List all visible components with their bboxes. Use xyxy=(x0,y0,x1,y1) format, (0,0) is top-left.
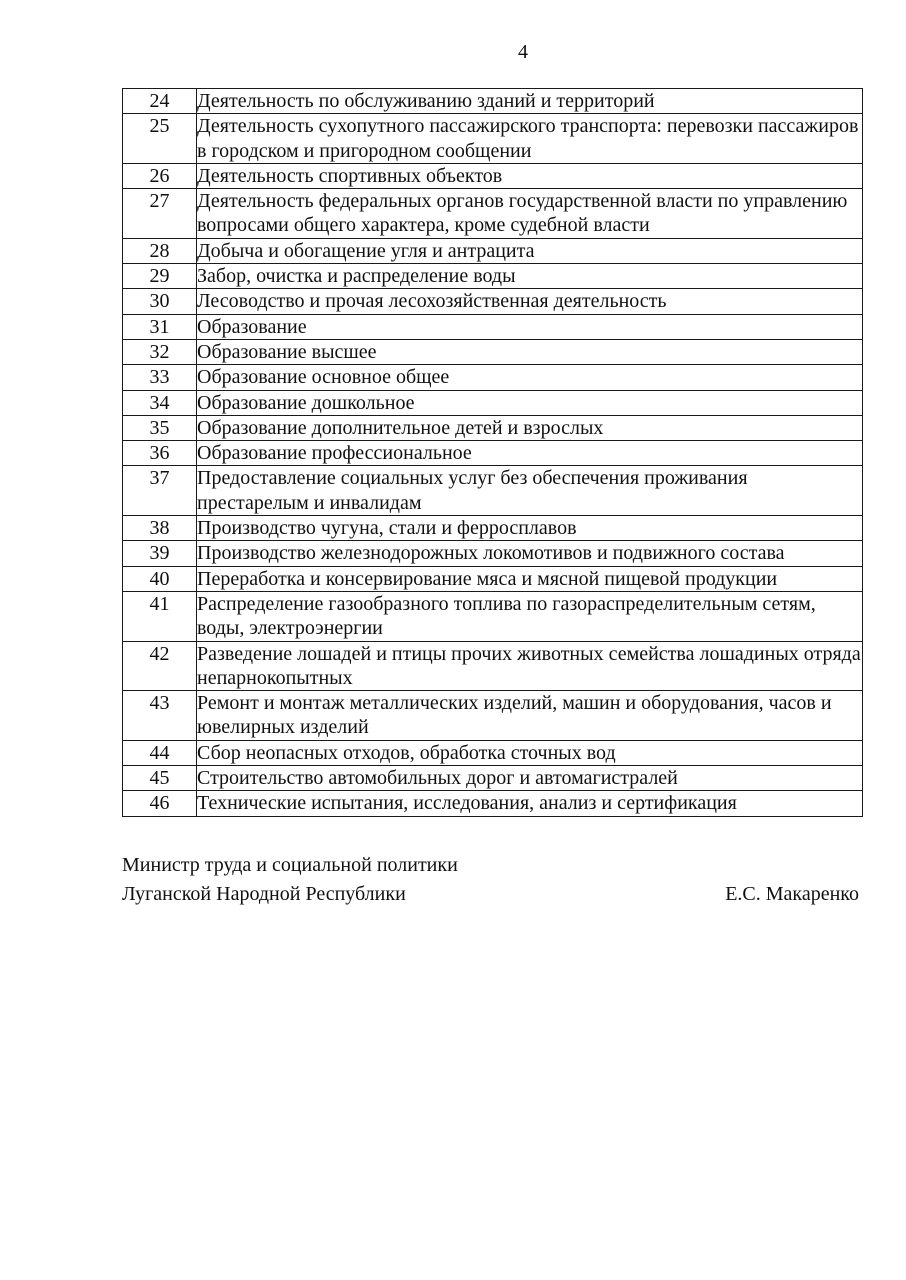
row-text-cell: Производство железнодорожных локомотивов и подвижного состава xyxy=(197,541,863,566)
row-number-cell: 31 xyxy=(123,314,197,339)
activities-table xyxy=(122,88,863,817)
row-text-cell: Образование профессиональное xyxy=(197,441,863,466)
row-number-cell: 37 xyxy=(123,466,197,516)
page-number: 4 xyxy=(518,41,528,63)
row-number-cell: 29 xyxy=(123,264,197,289)
row-number-cell: 35 xyxy=(123,415,197,440)
row-text-cell: Сбор неопасных отходов, обработка сточных вод xyxy=(197,740,863,765)
row-text-cell: Лесоводство и прочая лесохозяйственная деятельность xyxy=(197,289,863,314)
table-row xyxy=(123,390,863,415)
row-text-cell: Деятельность спортивных объектов xyxy=(197,163,863,188)
signature-title-line1: Министр труда и социальной политики xyxy=(122,854,458,876)
table-row xyxy=(123,163,863,188)
row-number-cell: 38 xyxy=(123,516,197,541)
table-row xyxy=(123,691,863,741)
row-text-cell: Деятельность сухопутного пассажирского транспорта: перевозки пассажиров в городском и пригородном сообщении xyxy=(197,114,863,164)
table-row xyxy=(123,114,863,164)
table-row xyxy=(123,766,863,791)
row-text-cell: Образование дошкольное xyxy=(197,390,863,415)
table-row xyxy=(123,516,863,541)
table-row xyxy=(123,441,863,466)
row-text-cell: Образование xyxy=(197,314,863,339)
row-number-cell: 43 xyxy=(123,691,197,741)
table-row xyxy=(123,415,863,440)
row-number-cell: 39 xyxy=(123,541,197,566)
row-number-cell: 36 xyxy=(123,441,197,466)
table-row xyxy=(123,466,863,516)
row-text-cell: Производство чугуна, стали и ферросплавов xyxy=(197,516,863,541)
row-text-cell: Разведение лошадей и птицы прочих животных семейства лошадиных отряда непарнокопытных xyxy=(197,642,861,689)
row-number-cell: 26 xyxy=(123,163,197,188)
row-number-cell: 45 xyxy=(123,766,197,791)
row-number-cell: 44 xyxy=(123,740,197,765)
table-row xyxy=(123,791,863,816)
row-text-cell: Деятельность по обслуживанию зданий и территорий xyxy=(197,89,863,114)
signature-name: Е.С. Макаренко xyxy=(725,883,859,905)
row-number-cell: 33 xyxy=(123,365,197,390)
row-text-cell: Распределение газообразного топлива по газораспределительным сетям, воды, электроэнергии xyxy=(197,591,863,641)
table-row xyxy=(123,238,863,263)
row-number-cell: 34 xyxy=(123,390,197,415)
row-text-cell: Образование основное общее xyxy=(197,365,863,390)
table-row xyxy=(123,365,863,390)
row-text-cell: Образование высшее xyxy=(197,339,863,364)
signature-title-line2: Луганской Народной Республики xyxy=(122,883,406,905)
row-text-cell: Образование дополнительное детей и взрослых xyxy=(197,415,863,440)
table-row xyxy=(123,314,863,339)
row-number-cell: 25 xyxy=(123,114,197,164)
row-number-cell: 30 xyxy=(123,289,197,314)
row-number-cell: 28 xyxy=(123,238,197,263)
row-text-cell: Технические испытания, исследования, анализ и сертификация xyxy=(197,791,863,816)
row-text-cell: Предоставление социальных услуг без обеспечения проживания престарелым и инвалидам xyxy=(197,466,863,516)
row-text-cell: Переработка и консервирование мяса и мясной пищевой продукции xyxy=(197,566,863,591)
table-row xyxy=(123,641,863,691)
table-row xyxy=(123,591,863,641)
row-text-cell: Строительство автомобильных дорог и автомагистралей xyxy=(197,766,863,791)
signature-line2 xyxy=(122,880,859,909)
row-number-cell: 46 xyxy=(123,791,197,816)
row-text-cell: Забор, очистка и распределение воды xyxy=(197,264,863,289)
row-number-cell: 27 xyxy=(123,189,197,239)
row-number-cell: 42 xyxy=(123,641,197,691)
row-number-cell: 24 xyxy=(123,89,197,114)
row-text-cell: Ремонт и монтаж металлических изделий, машин и оборудования, часов и ювелирных изделий xyxy=(197,691,863,741)
table-row xyxy=(123,289,863,314)
table-row xyxy=(123,189,863,239)
row-number-cell: 41 xyxy=(123,591,197,641)
row-text-cell: Добыча и обогащение угля и антрацита xyxy=(197,238,863,263)
table-body xyxy=(123,89,863,817)
table-row xyxy=(123,264,863,289)
row-number-cell: 40 xyxy=(123,566,197,591)
table-row xyxy=(123,339,863,364)
signature-block xyxy=(122,851,859,909)
table-row xyxy=(123,566,863,591)
table-row xyxy=(123,89,863,114)
table-row xyxy=(123,541,863,566)
table-row xyxy=(123,740,863,765)
row-text-cell: Деятельность федеральных органов государственной власти по управлению вопросами общего характера, кроме судебной власти xyxy=(197,189,863,239)
row-number-cell: 32 xyxy=(123,339,197,364)
